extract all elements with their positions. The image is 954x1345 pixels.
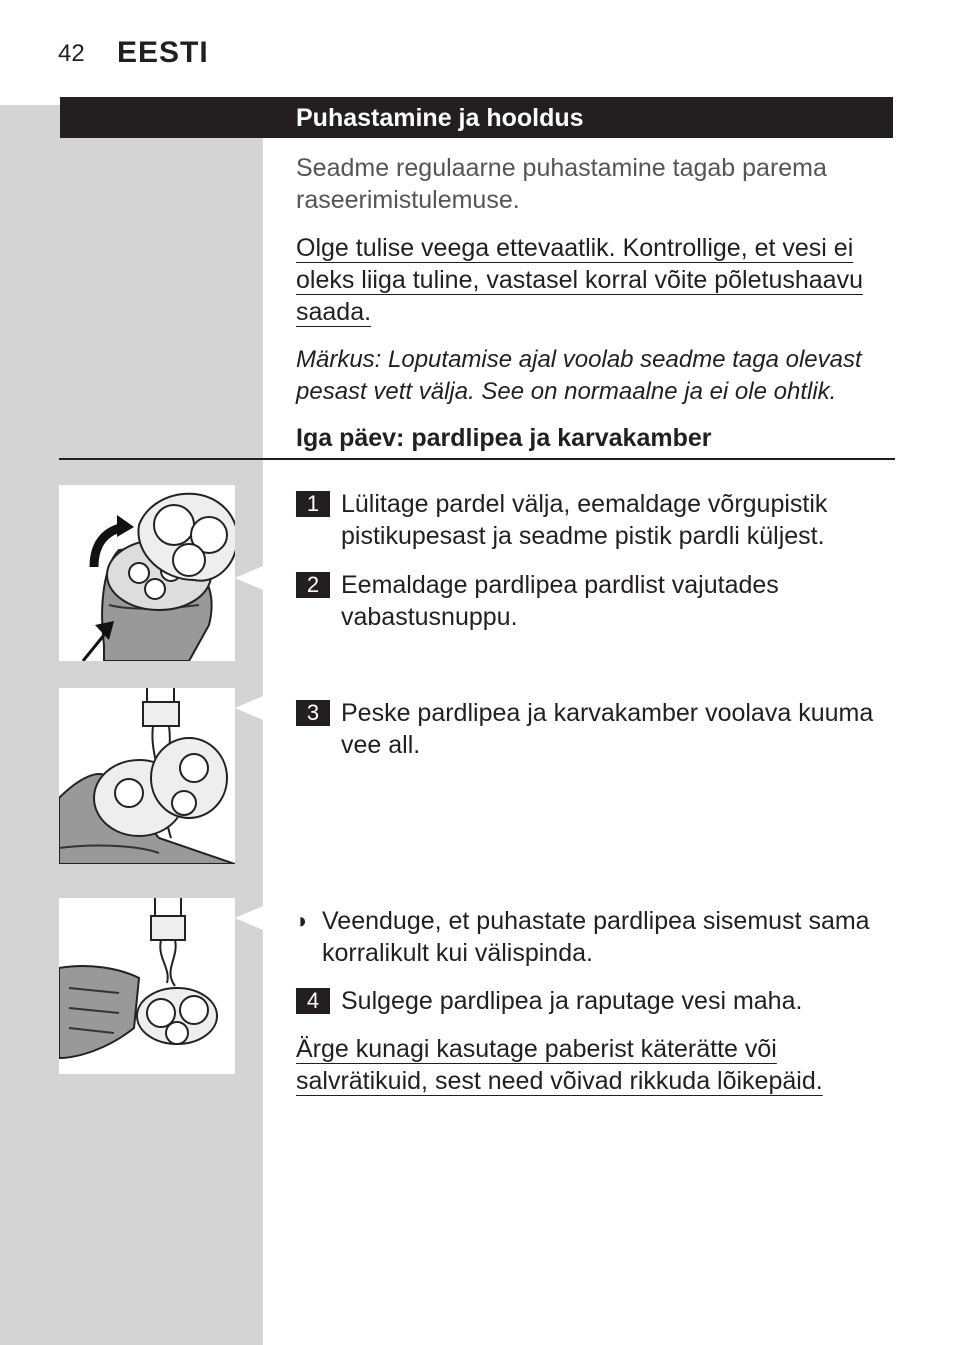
- rinse-inside-illustration: [59, 898, 235, 1074]
- note-line-2: pesast vett välja. See on normaalne ja ei ole ohtlik.: [296, 378, 837, 405]
- step-1-line-1: Lülitage pardel välja, eemaldage võrgupistik: [341, 490, 828, 518]
- tip-line-2: korralikult kui välispinda.: [322, 939, 593, 967]
- rinse-note: [296, 344, 894, 408]
- page-number: 42: [58, 40, 85, 67]
- step-number-badge: 1: [296, 491, 330, 517]
- step-1-line-2: pistikupesast ja seadme pistik pardli küljest.: [341, 522, 825, 550]
- tip-bullet: [296, 905, 894, 969]
- intro-line-1: Seadme regulaarne puhastamine tagab parema: [296, 154, 827, 182]
- step-2-line-2: vabastusnuppu.: [341, 603, 518, 631]
- step-number-badge: 2: [296, 572, 330, 598]
- rinse-shaving-head-illustration: [59, 688, 235, 864]
- paper-warning-line-1: Ärge kunagi kasutage paberist käterätte või: [296, 1035, 777, 1063]
- warning-line-3: saada.: [296, 298, 372, 326]
- hot-water-warning: [296, 232, 894, 328]
- step-1: [296, 488, 894, 552]
- language-heading: EESTI: [117, 36, 209, 69]
- paper-warning-line-2: salvrätikuid, sest need võivad rikkuda lõikepäid.: [296, 1067, 823, 1095]
- step-3-line-1: Peske pardlipea ja karvakamber voolava kuuma: [341, 699, 874, 727]
- step-4: [296, 985, 894, 1017]
- illustration-pointer-3: [235, 906, 263, 930]
- step-number-badge: 3: [296, 700, 330, 726]
- paper-towel-warning: [296, 1033, 894, 1097]
- intro-paragraph: [296, 152, 894, 216]
- section-title: Puhastamine ja hooldus: [296, 104, 584, 132]
- intro-line-2: raseerimistulemuse.: [296, 186, 520, 214]
- step-2: [296, 569, 894, 633]
- step-3-line-2: vee all.: [341, 731, 421, 759]
- warning-line-2: oleks liiga tuline, vastasel korral võite põletushaavu: [296, 266, 863, 294]
- step-number-badge: 4: [296, 988, 330, 1014]
- illustration-pointer-1: [235, 566, 263, 590]
- shaver-head-open-illustration: [59, 485, 235, 661]
- subsection-title: Iga päev: pardlipea ja karvakamber: [296, 424, 712, 452]
- warning-line-1: Olge tulise veega ettevaatlik. Kontrollige, et vesi ei: [296, 234, 854, 262]
- step-4-line-1: Sulgege pardlipea ja raputage vesi maha.: [341, 987, 803, 1015]
- illustration-pointer-2: [235, 696, 263, 720]
- bullet-marker-icon: ◗: [296, 908, 310, 933]
- step-3: [296, 697, 894, 761]
- subsection-rule: [59, 458, 895, 460]
- tip-line-1: Veenduge, et puhastate pardlipea sisemust sama: [322, 907, 870, 935]
- step-2-line-1: Eemaldage pardlipea pardlist vajutades: [341, 571, 779, 599]
- note-line-1: Märkus: Loputamise ajal voolab seadme taga olevast: [296, 346, 862, 373]
